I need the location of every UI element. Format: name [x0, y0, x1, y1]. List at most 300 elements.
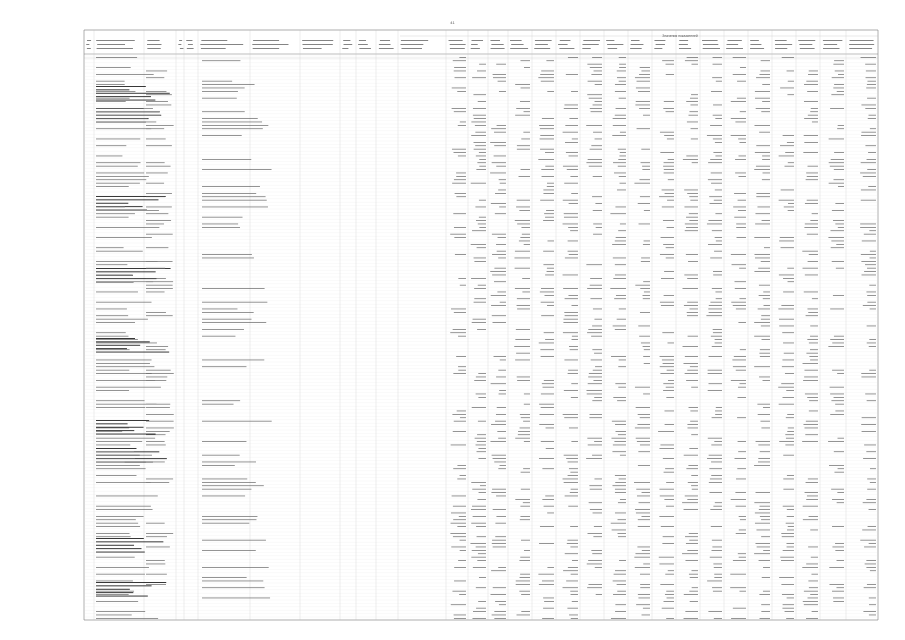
numeric-cell	[544, 213, 554, 214]
numeric-cell	[588, 377, 602, 378]
numeric-cell	[835, 224, 844, 225]
numeric-cell	[666, 506, 674, 507]
numeric-cell	[755, 224, 770, 225]
numeric-cell	[811, 557, 818, 558]
numeric-cell	[617, 533, 626, 534]
numeric-cell	[838, 74, 844, 75]
numeric-cell	[452, 183, 466, 184]
numeric-cell	[518, 431, 530, 432]
numeric-cell	[617, 591, 626, 592]
numeric-cell	[715, 414, 722, 415]
numeric-cell	[541, 441, 554, 442]
numeric-cell	[587, 564, 602, 565]
numeric-cell	[715, 411, 722, 412]
numeric-cell	[834, 397, 844, 398]
row-label-text	[96, 445, 130, 446]
numeric-cell	[547, 183, 554, 184]
numeric-cell	[614, 298, 626, 299]
numeric-cell	[713, 64, 722, 65]
row-label-text	[96, 387, 161, 388]
row-label-text	[96, 462, 125, 463]
numeric-cell	[521, 472, 530, 473]
numeric-cell	[761, 611, 770, 612]
numeric-cell	[568, 57, 578, 58]
numeric-cell	[689, 220, 698, 221]
numeric-cell	[714, 200, 722, 201]
numeric-cell	[539, 584, 554, 585]
numeric-cell	[492, 315, 506, 316]
numeric-cell	[494, 268, 506, 269]
numeric-cell	[642, 166, 650, 167]
numeric-cell	[612, 421, 626, 422]
numeric-cell	[783, 489, 794, 490]
numeric-cell	[862, 275, 876, 276]
numeric-cell	[686, 468, 698, 469]
numeric-cell	[691, 128, 698, 129]
numeric-cell	[490, 594, 506, 595]
row-label-text	[96, 173, 144, 174]
numeric-cell	[711, 462, 722, 463]
numeric-cell	[712, 288, 722, 289]
numeric-cell	[865, 108, 876, 109]
numeric-cell	[516, 207, 530, 208]
numeric-cell	[539, 458, 554, 459]
numeric-cell	[521, 540, 530, 541]
numeric-cell	[838, 125, 844, 126]
numeric-cell	[837, 438, 844, 439]
numeric-cell	[732, 360, 746, 361]
numeric-cell	[869, 615, 876, 616]
row-label-text	[96, 482, 151, 483]
numeric-cell	[658, 431, 674, 432]
numeric-cell	[492, 455, 506, 456]
header-text	[654, 48, 662, 49]
numeric-cell	[870, 309, 876, 310]
section-title-text	[96, 89, 129, 90]
numeric-cell	[590, 67, 602, 68]
numeric-cell	[867, 343, 876, 344]
numeric-cell	[472, 506, 486, 507]
numeric-cell	[616, 237, 626, 238]
code-text	[146, 125, 174, 126]
numeric-cell	[619, 309, 626, 310]
numeric-cell	[830, 339, 844, 340]
numeric-cell	[713, 329, 722, 330]
numeric-cell	[787, 598, 794, 599]
row-label-text	[96, 275, 132, 276]
numeric-cell	[619, 81, 626, 82]
numeric-cell	[454, 227, 466, 228]
numeric-cell	[494, 618, 506, 619]
numeric-cell	[478, 458, 486, 459]
numeric-cell	[479, 166, 486, 167]
numeric-cell	[782, 360, 794, 361]
row-label-text	[96, 339, 138, 340]
numeric-cell	[475, 145, 486, 146]
numeric-cell	[571, 574, 578, 575]
numeric-cell	[868, 186, 876, 187]
numeric-cell	[688, 482, 698, 483]
numeric-cell	[688, 115, 698, 116]
numeric-cell	[803, 363, 818, 364]
numeric-cell	[617, 400, 626, 401]
numeric-cell	[685, 496, 698, 497]
numeric-cell	[496, 414, 506, 415]
numeric-cell	[662, 60, 674, 61]
measure-text	[202, 159, 251, 160]
numeric-cell	[863, 611, 876, 612]
numeric-cell	[809, 411, 818, 412]
header-text	[608, 48, 617, 49]
numeric-cell	[619, 360, 626, 361]
numeric-cell	[661, 237, 674, 238]
numeric-cell	[786, 438, 794, 439]
numeric-cell	[660, 132, 674, 133]
header-text	[606, 40, 614, 41]
numeric-cell	[593, 105, 602, 106]
header-text	[656, 44, 665, 45]
numeric-cell	[810, 349, 818, 350]
measure-text	[202, 309, 237, 310]
numeric-cell	[457, 526, 466, 527]
numeric-cell	[565, 125, 578, 126]
numeric-cell	[666, 591, 674, 592]
numeric-cell	[809, 587, 818, 588]
numeric-cell	[542, 581, 554, 582]
numeric-cell	[595, 84, 602, 85]
numeric-cell	[684, 618, 698, 619]
numeric-cell	[709, 468, 722, 469]
numeric-cell	[754, 125, 770, 126]
numeric-cell	[471, 122, 486, 123]
numeric-cell	[755, 523, 770, 524]
code-text	[146, 564, 165, 565]
numeric-cell	[833, 220, 844, 221]
numeric-cell	[806, 315, 818, 316]
numeric-cell	[641, 149, 650, 150]
numeric-cell	[759, 560, 770, 561]
numeric-cell	[520, 237, 530, 238]
numeric-cell	[594, 319, 602, 320]
numeric-cell	[712, 346, 722, 347]
numeric-cell	[541, 71, 554, 72]
section-title-text	[96, 420, 149, 421]
code-text	[146, 560, 165, 561]
numeric-cell	[739, 156, 746, 157]
numeric-cell	[570, 176, 578, 177]
numeric-cell	[867, 400, 876, 401]
numeric-cell	[809, 71, 818, 72]
numeric-cell	[540, 526, 554, 527]
numeric-cell	[710, 125, 722, 126]
header-text	[302, 44, 332, 45]
numeric-cell	[837, 502, 844, 503]
numeric-cell	[476, 547, 486, 548]
numeric-cell	[666, 111, 674, 112]
numeric-cell	[492, 162, 506, 163]
header-text	[178, 44, 181, 45]
numeric-cell	[567, 169, 578, 170]
header-text	[97, 44, 125, 45]
numeric-cell	[637, 496, 650, 497]
numeric-cell	[731, 302, 746, 303]
numeric-cell	[460, 475, 466, 476]
numeric-cell	[590, 414, 602, 415]
numeric-cell	[544, 380, 554, 381]
numeric-cell	[635, 285, 650, 286]
header-text	[200, 44, 243, 45]
numeric-cell	[478, 421, 486, 422]
numeric-cell	[545, 152, 554, 153]
numeric-cell	[588, 533, 602, 534]
numeric-cell	[540, 414, 554, 415]
numeric-cell	[639, 336, 650, 337]
numeric-cell	[685, 356, 698, 357]
numeric-cell	[864, 587, 876, 588]
numeric-cell	[807, 176, 818, 177]
numeric-cell	[831, 489, 844, 490]
row-label-text	[96, 451, 134, 452]
header-text	[87, 48, 91, 49]
numeric-cell	[755, 258, 770, 259]
row-label-text	[96, 210, 159, 211]
numeric-cell	[787, 94, 794, 95]
numeric-cell	[806, 482, 818, 483]
numeric-cell	[715, 237, 722, 238]
row-label-text	[96, 309, 127, 310]
numeric-cell	[867, 268, 876, 269]
numeric-cell	[539, 343, 554, 344]
numeric-cell	[611, 523, 626, 524]
numeric-cell	[690, 366, 698, 367]
header-text	[471, 40, 483, 41]
numeric-cell	[615, 570, 626, 571]
numeric-cell	[862, 417, 876, 418]
numeric-cell	[472, 77, 486, 78]
numeric-cell	[547, 567, 554, 568]
numeric-cell	[539, 424, 554, 425]
numeric-cell	[739, 516, 746, 517]
numeric-cell	[803, 268, 818, 269]
numeric-cell	[866, 292, 876, 293]
numeric-cell	[618, 434, 626, 435]
numeric-cell	[707, 581, 722, 582]
numeric-cell	[454, 312, 466, 313]
numeric-cell	[779, 241, 794, 242]
numeric-cell	[640, 574, 650, 575]
numeric-cell	[759, 377, 770, 378]
numeric-cell	[687, 315, 698, 316]
numeric-cell	[782, 536, 794, 537]
numeric-cell	[708, 309, 722, 310]
numeric-cell	[540, 149, 554, 150]
numeric-cell	[543, 598, 554, 599]
numeric-cell	[863, 305, 876, 306]
numeric-cell	[615, 482, 626, 483]
numeric-cell	[451, 309, 466, 310]
header-text	[253, 40, 279, 41]
row-label-text	[96, 349, 130, 350]
numeric-cell	[515, 438, 530, 439]
header-text	[201, 40, 227, 41]
measure-text	[202, 540, 266, 541]
numeric-cell	[471, 244, 486, 245]
row-label-text	[96, 128, 151, 129]
numeric-cell	[564, 213, 578, 214]
numeric-cell	[635, 509, 650, 510]
header-text	[727, 44, 739, 45]
measure-text	[202, 288, 265, 289]
numeric-cell	[565, 142, 578, 143]
numeric-cell	[516, 584, 530, 585]
header-text	[850, 40, 874, 41]
numeric-cell	[477, 434, 486, 435]
numeric-cell	[690, 421, 698, 422]
numeric-cell	[571, 489, 578, 490]
numeric-cell	[786, 523, 794, 524]
numeric-cell	[515, 251, 530, 252]
numeric-cell	[682, 553, 698, 554]
numeric-cell	[515, 268, 530, 269]
numeric-cell	[495, 421, 506, 422]
numeric-cell	[615, 264, 626, 265]
numeric-cell	[756, 166, 770, 167]
numeric-cell	[544, 506, 554, 507]
numeric-cell	[711, 526, 722, 527]
numeric-cell	[762, 339, 770, 340]
numeric-cell	[808, 479, 818, 480]
row-label-text	[96, 162, 141, 163]
numeric-cell	[834, 336, 844, 337]
row-label-text	[96, 400, 145, 401]
numeric-cell	[498, 190, 506, 191]
numeric-cell	[754, 169, 770, 170]
numeric-cell	[474, 380, 486, 381]
numeric-cell	[760, 71, 770, 72]
numeric-cell	[477, 499, 486, 500]
numeric-cell	[687, 428, 698, 429]
measure-text	[202, 312, 254, 313]
numeric-cell	[810, 360, 818, 361]
numeric-cell	[734, 356, 746, 357]
numeric-cell	[591, 360, 602, 361]
numeric-cell	[593, 380, 602, 381]
numeric-cell	[457, 479, 466, 480]
numeric-cell	[451, 604, 466, 605]
numeric-cell	[691, 94, 698, 95]
numeric-cell	[663, 220, 674, 221]
numeric-cell	[763, 298, 770, 299]
numeric-cell	[715, 142, 722, 143]
numeric-cell	[661, 278, 674, 279]
numeric-cell	[778, 309, 794, 310]
numeric-cell	[565, 553, 578, 554]
numeric-cell	[735, 288, 746, 289]
numeric-cell	[804, 428, 818, 429]
numeric-cell	[687, 550, 698, 551]
numeric-cell	[514, 346, 530, 347]
numeric-cell	[829, 567, 844, 568]
numeric-cell	[611, 618, 626, 619]
row-label-text	[96, 594, 129, 595]
numeric-cell	[684, 509, 698, 510]
numeric-cell	[589, 502, 602, 503]
numeric-cell	[571, 594, 578, 595]
numeric-cell	[615, 424, 626, 425]
code-text	[146, 462, 165, 463]
numeric-cell	[808, 312, 818, 313]
section-title-text	[96, 352, 169, 353]
numeric-cell	[547, 91, 554, 92]
numeric-cell	[714, 251, 722, 252]
header-text	[147, 44, 161, 45]
numeric-cell	[783, 343, 794, 344]
numeric-cell	[707, 224, 722, 225]
numeric-cell	[691, 485, 698, 486]
code-text	[146, 224, 164, 225]
numeric-cell	[758, 458, 770, 459]
numeric-cell	[787, 71, 794, 72]
numeric-cell	[638, 594, 650, 595]
numeric-cell	[685, 224, 698, 225]
numeric-cell	[620, 152, 626, 153]
numeric-cell	[802, 441, 818, 442]
numeric-cell	[569, 346, 578, 347]
measure-text	[202, 122, 262, 123]
numeric-cell	[785, 373, 794, 374]
numeric-cell	[689, 309, 698, 310]
numeric-cell	[781, 190, 794, 191]
numeric-cell	[515, 115, 530, 116]
numeric-cell	[618, 366, 626, 367]
header-text	[147, 40, 159, 41]
numeric-cell	[615, 115, 626, 116]
row-label-text	[96, 264, 127, 265]
numeric-cell	[592, 400, 602, 401]
numeric-cell	[514, 258, 530, 259]
numeric-cell	[738, 322, 746, 323]
numeric-cell	[454, 618, 466, 619]
numeric-cell	[474, 142, 486, 143]
numeric-cell	[804, 591, 818, 592]
numeric-cell	[571, 397, 578, 398]
numeric-cell	[515, 220, 530, 221]
numeric-cell	[862, 241, 876, 242]
numeric-cell	[521, 139, 530, 140]
numeric-cell	[592, 349, 602, 350]
row-label-text	[96, 509, 153, 510]
numeric-cell	[592, 553, 602, 554]
numeric-cell	[454, 567, 466, 568]
code-text	[146, 213, 168, 214]
code-text	[146, 380, 166, 381]
numeric-cell	[802, 251, 818, 252]
numeric-cell	[863, 176, 876, 177]
row-label-text	[96, 156, 122, 157]
numeric-cell	[664, 472, 674, 473]
numeric-cell	[666, 258, 674, 259]
numeric-cell	[541, 407, 554, 408]
numeric-cell	[709, 305, 722, 306]
numeric-cell	[684, 305, 698, 306]
numeric-cell	[470, 543, 486, 544]
header-text	[97, 48, 133, 49]
numeric-cell	[569, 615, 578, 616]
numeric-cell	[779, 156, 794, 157]
numeric-cell	[689, 591, 698, 592]
numeric-cell	[517, 149, 530, 150]
numeric-cell	[686, 380, 698, 381]
